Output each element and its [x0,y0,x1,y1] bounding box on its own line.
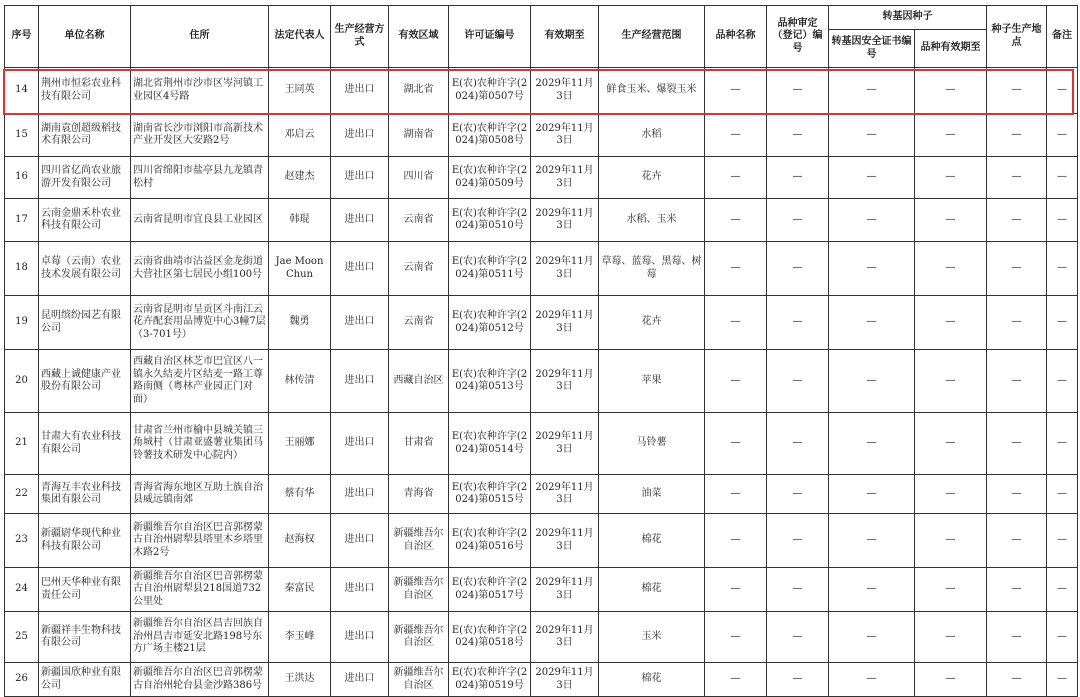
cell-company: 荆州市恒彩农业科技有限公司 [39,68,131,114]
cell-region: 云南省 [389,199,449,242]
cell-legal-rep: 韩琨 [269,199,331,242]
cell-scope: 棉花 [599,663,705,697]
cell-address: 云南省昆明市呈贡区斗南江云花卉配套用品博览中心3幢7层（3-701号） [131,296,269,350]
cell-region: 西藏自治区 [389,350,449,413]
cell-region: 新疆维吾尔自治区 [389,612,449,663]
cell-variety-name: — [705,114,767,157]
cell-license: E(农)农种许字(2024)第0516号 [449,514,531,568]
cell-mode: 进出口 [331,663,389,697]
cell-region: 新疆维吾尔自治区 [389,568,449,612]
cell-company: 新疆国欣种业有限公司 [39,663,131,697]
cell-gm-valid: — [915,157,987,199]
cell-approval-no: — [767,68,829,114]
cell-company: 昆明缤纷园艺有限公司 [39,296,131,350]
cell-seq: 19 [5,296,39,350]
header-remarks: 备注 [1047,6,1078,68]
cell-seed-site: — [987,199,1047,242]
cell-valid-until: 2029年11月3日 [531,514,599,568]
cell-scope: 棉花 [599,514,705,568]
cell-company: 四川省亿尚农业旅游开发有限公司 [39,157,131,199]
cell-valid-until: 2029年11月3日 [531,350,599,413]
header-scope: 生产经营范围 [599,6,705,68]
cell-variety-name: — [705,157,767,199]
cell-seed-site: — [987,68,1047,114]
cell-seed-site: — [987,475,1047,514]
cell-valid-until: 2029年11月3日 [531,242,599,296]
cell-address: 新疆维吾尔自治区巴音郭楞蒙古自治州尉犁县218国道732公里处 [131,568,269,612]
cell-legal-rep: 李玉峰 [269,612,331,663]
header-gm-cert: 转基因安全证书编号 [829,30,915,68]
cell-approval-no: — [767,612,829,663]
header-gm-group: 转基因种子 [829,6,987,30]
cell-variety-name: — [705,475,767,514]
cell-seq: 24 [5,568,39,612]
cell-seed-site: — [987,568,1047,612]
cell-region: 云南省 [389,296,449,350]
cell-company: 新疆尉华现代种业科技有限公司 [39,514,131,568]
cell-gm-valid: — [915,568,987,612]
cell-legal-rep: 赵建杰 [269,157,331,199]
cell-remarks: — [1047,157,1078,199]
cell-remarks: — [1047,475,1078,514]
cell-address: 新疆维吾尔自治区巴音郭楞蒙古自治州尉犁县塔里木乡塔里木路2号 [131,514,269,568]
cell-region: 云南省 [389,242,449,296]
header-address: 住所 [131,6,269,68]
cell-variety-name: — [705,514,767,568]
cell-gm-valid: — [915,242,987,296]
cell-seq: 22 [5,475,39,514]
cell-company: 青海互丰农业科技集团有限公司 [39,475,131,514]
cell-remarks: — [1047,612,1078,663]
cell-remarks: — [1047,199,1078,242]
cell-gm-valid: — [915,514,987,568]
cell-approval-no: — [767,157,829,199]
cell-mode: 进出口 [331,199,389,242]
cell-approval-no: — [767,568,829,612]
header-legal-rep: 法定代表人 [269,6,331,68]
table-row [5,413,1078,475]
table-row [5,350,1078,413]
permit-table [4,5,1078,697]
cell-seq: 23 [5,514,39,568]
cell-legal-rep: 王丽娜 [269,413,331,475]
cell-company: 卓莓（云南）农业技术发展有限公司 [39,242,131,296]
table-row [5,612,1078,663]
header-mode: 生产经营方式 [331,6,389,68]
cell-remarks: — [1047,350,1078,413]
header-company: 单位名称 [39,6,131,68]
cell-seq: 14 [5,68,39,114]
cell-legal-rep: 邓启云 [269,114,331,157]
cell-approval-no: — [767,114,829,157]
cell-seq: 20 [5,350,39,413]
header-license-no: 许可证编号 [449,6,531,68]
cell-remarks: — [1047,68,1078,114]
cell-license: E(农)农种许字(2024)第0519号 [449,663,531,697]
cell-remarks: — [1047,568,1078,612]
cell-company: 云南金鼎禾朴农业科技有限公司 [39,199,131,242]
cell-scope: 苹果 [599,350,705,413]
cell-legal-rep: 林传清 [269,350,331,413]
cell-mode: 进出口 [331,68,389,114]
cell-scope: 水稻 [599,114,705,157]
cell-address: 新疆维吾尔自治区昌吉回族自治州昌吉市延安北路198号东方广场主楼21层 [131,612,269,663]
cell-gm-valid: — [915,663,987,697]
cell-license: E(农)农种许字(2024)第0508号 [449,114,531,157]
cell-scope: 花卉 [599,157,705,199]
header-variety-name: 品种名称 [705,6,767,68]
cell-license: E(农)农种许字(2024)第0511号 [449,242,531,296]
cell-approval-no: — [767,296,829,350]
header-gm-valid: 品种有效期至 [915,30,987,68]
cell-mode: 进出口 [331,114,389,157]
cell-license: E(农)农种许字(2024)第0518号 [449,612,531,663]
cell-approval-no: — [767,199,829,242]
cell-seed-site: — [987,157,1047,199]
cell-gm-valid: — [915,114,987,157]
cell-variety-name: — [705,242,767,296]
cell-mode: 进出口 [331,157,389,199]
cell-gm-valid: — [915,475,987,514]
cell-valid-until: 2029年11月3日 [531,114,599,157]
cell-variety-name: — [705,68,767,114]
cell-region: 湖北省 [389,68,449,114]
cell-seed-site: — [987,612,1047,663]
cell-address: 青海省海东地区互助土族自治县威远镇南郊 [131,475,269,514]
cell-gm-cert: — [829,663,915,697]
cell-legal-rep: 赵海权 [269,514,331,568]
cell-gm-cert: — [829,612,915,663]
cell-legal-rep: 蔡有华 [269,475,331,514]
cell-address: 云南省曲靖市沾益区金龙街道大营社区第七居民小组100号 [131,242,269,296]
cell-gm-cert: — [829,114,915,157]
cell-approval-no: — [767,663,829,697]
cell-gm-cert: — [829,475,915,514]
cell-remarks: — [1047,514,1078,568]
cell-gm-cert: — [829,242,915,296]
table-row [5,157,1078,199]
cell-license: E(农)农种许字(2024)第0509号 [449,157,531,199]
cell-gm-cert: — [829,296,915,350]
cell-region: 新疆维吾尔自治区 [389,514,449,568]
header-approval-no: 品种审定（登记）编号 [767,6,829,68]
cell-approval-no: — [767,242,829,296]
cell-valid-until: 2029年11月3日 [531,68,599,114]
cell-legal-rep: 魏勇 [269,296,331,350]
cell-region: 湖南省 [389,114,449,157]
cell-license: E(农)农种许字(2024)第0510号 [449,199,531,242]
cell-mode: 进出口 [331,296,389,350]
cell-legal-rep: 王洪达 [269,663,331,697]
cell-scope: 鲜食玉米、爆裂玉米 [599,68,705,114]
cell-seed-site: — [987,296,1047,350]
cell-seed-site: — [987,350,1047,413]
cell-valid-until: 2029年11月3日 [531,413,599,475]
cell-gm-cert: — [829,68,915,114]
cell-scope: 草莓、蓝莓、黑莓、树莓 [599,242,705,296]
cell-region: 新疆维吾尔自治区 [389,663,449,697]
table-row [5,242,1078,296]
cell-address: 云南省昆明市宜良县工业园区 [131,199,269,242]
cell-seed-site: — [987,413,1047,475]
cell-seq: 17 [5,199,39,242]
cell-remarks: — [1047,663,1078,697]
cell-valid-until: 2029年11月3日 [531,199,599,242]
cell-address: 新疆维吾尔自治区巴音郭楞蒙古自治州轮台县金沙路386号 [131,663,269,697]
cell-gm-valid: — [915,68,987,114]
cell-variety-name: — [705,612,767,663]
table-row [5,475,1078,514]
cell-company: 西藏上诚健康产业股份有限公司 [39,350,131,413]
cell-valid-until: 2029年11月3日 [531,663,599,697]
cell-region: 四川省 [389,157,449,199]
cell-valid-until: 2029年11月3日 [531,612,599,663]
cell-region: 甘肃省 [389,413,449,475]
cell-gm-cert: — [829,514,915,568]
cell-seed-site: — [987,663,1047,697]
cell-gm-valid: — [915,612,987,663]
header-valid-until: 有效期至 [531,6,599,68]
cell-mode: 进出口 [331,612,389,663]
cell-valid-until: 2029年11月3日 [531,296,599,350]
cell-seq: 18 [5,242,39,296]
table-row [5,199,1078,242]
cell-variety-name: — [705,413,767,475]
cell-license: E(农)农种许字(2024)第0513号 [449,350,531,413]
table-row [5,296,1078,350]
cell-seed-site: — [987,114,1047,157]
cell-mode: 进出口 [331,350,389,413]
cell-remarks: — [1047,296,1078,350]
cell-valid-until: 2029年11月3日 [531,157,599,199]
cell-valid-until: 2029年11月3日 [531,475,599,514]
cell-scope: 水稻、玉米 [599,199,705,242]
cell-gm-cert: — [829,568,915,612]
cell-license: E(农)农种许字(2024)第0515号 [449,475,531,514]
cell-mode: 进出口 [331,514,389,568]
cell-remarks: — [1047,413,1078,475]
cell-scope: 玉米 [599,612,705,663]
cell-company: 新疆祥丰生物科技有限公司 [39,612,131,663]
cell-approval-no: — [767,350,829,413]
cell-address: 四川省绵阳市盐亭县九龙镇青松村 [131,157,269,199]
cell-gm-valid: — [915,296,987,350]
cell-license: E(农)农种许字(2024)第0512号 [449,296,531,350]
cell-address: 湖南省长沙市浏阳市高新技术产业开发区大安路2号 [131,114,269,157]
table-row [5,68,1078,114]
cell-gm-valid: — [915,413,987,475]
cell-gm-cert: — [829,350,915,413]
cell-gm-valid: — [915,199,987,242]
cell-variety-name: — [705,568,767,612]
cell-approval-no: — [767,413,829,475]
cell-variety-name: — [705,199,767,242]
cell-seq: 21 [5,413,39,475]
table-header [5,6,1078,68]
cell-valid-until: 2029年11月3日 [531,568,599,612]
cell-legal-rep: 王同英 [269,68,331,114]
cell-variety-name: — [705,663,767,697]
cell-variety-name: — [705,350,767,413]
cell-seq: 25 [5,612,39,663]
cell-scope: 马铃薯 [599,413,705,475]
cell-mode: 进出口 [331,413,389,475]
cell-address: 湖北省荆州市沙市区岑河镇工业园区4号路 [131,68,269,114]
cell-approval-no: — [767,475,829,514]
cell-scope: 花卉 [599,296,705,350]
cell-gm-valid: — [915,350,987,413]
cell-gm-cert: — [829,157,915,199]
table-row [5,663,1078,697]
table-row [5,514,1078,568]
cell-mode: 进出口 [331,568,389,612]
cell-legal-rep: Jae Moon Chun [269,242,331,296]
cell-region: 青海省 [389,475,449,514]
cell-seed-site: — [987,242,1047,296]
cell-license: E(农)农种许字(2024)第0507号 [449,68,531,114]
cell-company: 湖南袁创超级稻技术有限公司 [39,114,131,157]
cell-legal-rep: 秦富民 [269,568,331,612]
cell-seed-site: — [987,514,1047,568]
cell-variety-name: — [705,296,767,350]
cell-license: E(农)农种许字(2024)第0514号 [449,413,531,475]
header-seq: 序号 [5,6,39,68]
cell-seq: 16 [5,157,39,199]
cell-scope: 棉花 [599,568,705,612]
cell-gm-cert: — [829,413,915,475]
cell-approval-no: — [767,514,829,568]
cell-seq: 26 [5,663,39,697]
header-seed-site: 种子生产地点 [987,6,1047,68]
cell-address: 甘肃省兰州市榆中县城关镇三角城村（甘肃亚盛薯业集团马铃薯技术研发中心院内） [131,413,269,475]
table-body [5,68,1078,697]
cell-remarks: — [1047,242,1078,296]
cell-company: 甘肃大有农业科技有限公司 [39,413,131,475]
cell-mode: 进出口 [331,475,389,514]
cell-license: E(农)农种许字(2024)第0517号 [449,568,531,612]
table-row [5,114,1078,157]
table-row [5,568,1078,612]
cell-seq: 15 [5,114,39,157]
cell-scope: 油菜 [599,475,705,514]
cell-address: 西藏自治区林芝市巴宜区八一镇永久结麦片区结麦一路工尊路南侧（粤林产业园正门对面） [131,350,269,413]
cell-remarks: — [1047,114,1078,157]
cell-company: 巴州天华种业有限责任公司 [39,568,131,612]
cell-mode: 进出口 [331,242,389,296]
header-region: 有效区域 [389,6,449,68]
cell-gm-cert: — [829,199,915,242]
